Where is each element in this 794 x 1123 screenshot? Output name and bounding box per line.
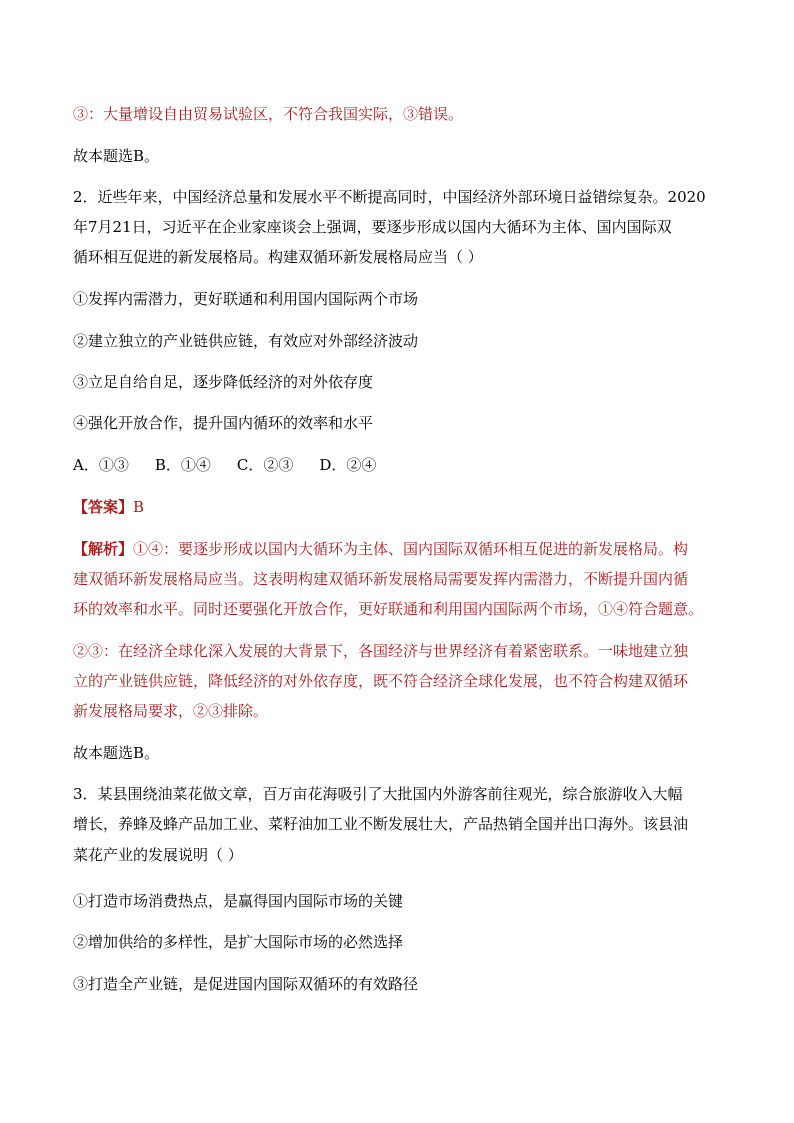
q2-option-b: B．①④ bbox=[154, 456, 211, 474]
q3-item-1: ①打造市场消费热点，是赢得国内国际市场的关键 bbox=[73, 892, 404, 910]
q2-item-1: ①发挥内需潜力，更好联通和利用国内国际两个市场 bbox=[73, 290, 419, 308]
q2-item-2: ②建立独立的产业链供应链，有效应对外部经济波动 bbox=[73, 332, 419, 350]
analysis-text: ①④：要逐步形成以国内大循环为主体、国内国际双循环相互促进的新发展格局。构 bbox=[133, 540, 689, 558]
q3-item-2: ②增加供给的多样性，是扩大国际市场的必然选择 bbox=[73, 933, 404, 951]
q2-analysis-line-2: 建双循环新发展格局应当。这表明构建双循环新发展格局需要发挥内需潜力，不断提升国内循 bbox=[73, 570, 689, 588]
prev-analysis-line: ③：大量增设自由贸易试验区，不符合我国实际，③错误。 bbox=[73, 105, 464, 123]
q2-analysis-line-4: ②③：在经济全球化深入发展的大背景下，各国经济与世界经济有着紧密联系。一味地建立独 bbox=[73, 642, 689, 660]
q3-item-3: ③打造全产业链，是促进国内国际双循环的有效路径 bbox=[73, 975, 419, 993]
q2-option-c: C．②③ bbox=[236, 456, 294, 474]
q2-option-d: D．②④ bbox=[319, 456, 377, 474]
q3-stem-line-2: 增长，养蜂及蜂产品加工业、菜籽油加工业不断发展壮大，产品热销全国并出口海外。该县油 bbox=[73, 815, 689, 833]
q2-conclusion: 故本题选B。 bbox=[73, 744, 160, 762]
q2-item-4: ④强化开放合作，提升国内循环的效率和水平 bbox=[73, 414, 374, 432]
q2-analysis-line-3: 环的效率和水平。同时还要强化开放合作，更好联通和利用国内国际两个市场，①④符合题意。 bbox=[73, 600, 704, 618]
q2-stem-line-3: 循环相互促进的新发展格局。构建双循环新发展格局应当（ ） bbox=[73, 248, 483, 266]
answer-label: 【答案】 bbox=[73, 498, 134, 516]
prev-conclusion: 故本题选B。 bbox=[73, 147, 160, 165]
q2-item-3: ③立足自给自足，逐步降低经济的对外依存度 bbox=[73, 373, 374, 391]
q2-analysis-line-5: 立的产业链供应链，降低经济的对外依存度，既不符合经济全球化发展，也不符合构建双循环 bbox=[73, 672, 689, 690]
q3-stem-line-3: 菜花产业的发展说明（ ） bbox=[73, 846, 243, 864]
analysis-label: 【解析】 bbox=[73, 540, 134, 558]
q2-answer bbox=[73, 497, 144, 517]
q3-stem-line-1: 3．某县围绕油菜花做文章，百万亩花海吸引了大批国内外游客前往观光，综合旅游收入大幅 bbox=[73, 785, 683, 803]
q2-options bbox=[73, 455, 402, 475]
q2-stem-line-2: 年7月21日，习近平在企业家座谈会上强调，要逐步形成以国内大循环为主体、国内国际双 bbox=[73, 218, 672, 236]
q2-option-a: A．①③ bbox=[73, 456, 129, 474]
answer-value: B bbox=[133, 498, 145, 516]
q2-stem-line-1: 2．近些年来，中国经济总量和发展水平不断提高同时，中国经济外部环境日益错综复杂。2020 bbox=[73, 188, 706, 206]
q2-analysis-line-1 bbox=[73, 539, 688, 559]
q2-analysis-line-6: 新发展格局要求，②③排除。 bbox=[73, 702, 269, 720]
